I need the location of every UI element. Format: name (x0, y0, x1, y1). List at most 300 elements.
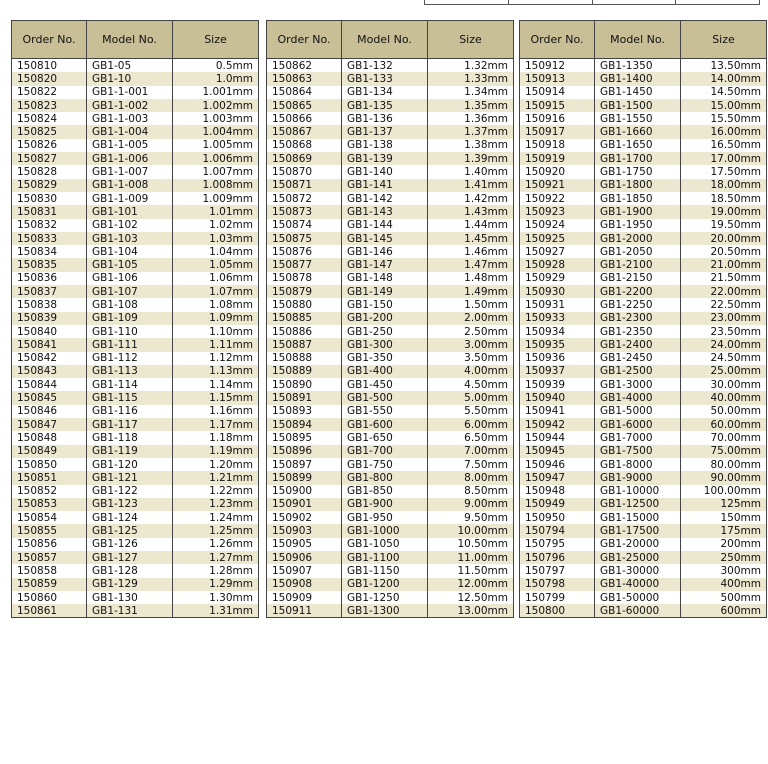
order-no-cell: 150936 (520, 352, 595, 365)
size-cell: 1.006mm (173, 152, 259, 165)
size-cell: 1.36mm (428, 112, 514, 125)
table-row (520, 59, 767, 73)
table-row (267, 325, 514, 338)
order-no-cell: 150907 (267, 564, 342, 577)
table-row (267, 72, 514, 85)
size-cell: 1.22mm (173, 485, 259, 498)
order-no-cell: 150798 (520, 578, 595, 591)
model-no-cell: GB1-2400 (595, 338, 681, 351)
model-no-cell: GB1-4000 (595, 391, 681, 404)
model-no-cell: GB1-1-009 (87, 192, 173, 205)
order-no-cell: 150919 (520, 152, 595, 165)
table-row (267, 378, 514, 391)
order-no-cell: 150837 (12, 285, 87, 298)
order-no-cell: 150864 (267, 86, 342, 99)
size-cell: 1.35mm (428, 99, 514, 112)
size-cell: 18.00mm (681, 179, 767, 192)
table-row (520, 485, 767, 498)
size-cell: 11.50mm (428, 564, 514, 577)
model-no-cell: GB1-750 (342, 458, 428, 471)
table-row (267, 312, 514, 325)
order-no-cell: 150908 (267, 578, 342, 591)
model-no-cell: GB1-115 (87, 391, 173, 404)
model-no-cell: GB1-1-007 (87, 165, 173, 178)
size-cell: 1.004mm (173, 125, 259, 138)
catalog-table-2 (266, 20, 514, 618)
model-no-cell: GB1-110 (87, 325, 173, 338)
size-cell: 17.50mm (681, 165, 767, 178)
order-no-cell: 150874 (267, 219, 342, 232)
model-no-cell: GB1-128 (87, 564, 173, 577)
model-no-cell: GB1-116 (87, 405, 173, 418)
table-row (267, 112, 514, 125)
model-no-cell: GB1-111 (87, 338, 173, 351)
table-row (267, 445, 514, 458)
table-row (12, 272, 259, 285)
order-no-cell: 150944 (520, 431, 595, 444)
table-row (520, 338, 767, 351)
table-body (267, 59, 514, 618)
model-no-cell: GB1-127 (87, 551, 173, 564)
size-cell: 125mm (681, 498, 767, 511)
order-no-cell: 150897 (267, 458, 342, 471)
size-cell: 150mm (681, 511, 767, 524)
model-no-cell: GB1-105 (87, 258, 173, 271)
table-row (267, 431, 514, 444)
table-row (520, 112, 767, 125)
size-cell: 1.009mm (173, 192, 259, 205)
order-no-cell: 150854 (12, 511, 87, 524)
table-row (12, 538, 259, 551)
model-no-cell: GB1-108 (87, 298, 173, 311)
size-cell: 1.41mm (428, 179, 514, 192)
size-cell: 1.50mm (428, 298, 514, 311)
model-no-cell: GB1-8000 (595, 458, 681, 471)
model-no-cell: GB1-107 (87, 285, 173, 298)
table-row (520, 72, 767, 85)
table-row (267, 152, 514, 165)
size-cell: 1.44mm (428, 219, 514, 232)
order-no-cell: 150900 (267, 485, 342, 498)
model-no-cell: GB1-3000 (595, 378, 681, 391)
size-cell: 11.00mm (428, 551, 514, 564)
order-no-cell: 150859 (12, 578, 87, 591)
order-no-cell: 150855 (12, 524, 87, 537)
model-no-cell: GB1-134 (342, 86, 428, 99)
table-row (520, 219, 767, 232)
table-row (520, 205, 767, 218)
order-no-cell: 150794 (520, 524, 595, 537)
table-row (12, 604, 259, 618)
table-row (12, 564, 259, 577)
size-cell: 1.39mm (428, 152, 514, 165)
size-cell: 80.00mm (681, 458, 767, 471)
column-header-order-no: Order No. (267, 21, 342, 59)
size-cell: 1.47mm (428, 258, 514, 271)
model-no-cell: GB1-113 (87, 365, 173, 378)
model-no-cell: GB1-1300 (342, 604, 428, 618)
table-row (520, 498, 767, 511)
table-row (520, 125, 767, 138)
table-row (520, 272, 767, 285)
table-row (267, 272, 514, 285)
model-no-cell: GB1-1750 (595, 165, 681, 178)
order-no-cell: 150921 (520, 179, 595, 192)
size-cell: 23.50mm (681, 325, 767, 338)
table-row (267, 352, 514, 365)
model-no-cell: GB1-9000 (595, 471, 681, 484)
table-row (267, 604, 514, 618)
order-no-cell: 150950 (520, 511, 595, 524)
table-body (12, 59, 259, 618)
size-cell: 1.25mm (173, 524, 259, 537)
model-no-cell: GB1-5000 (595, 405, 681, 418)
table-row (520, 165, 767, 178)
table-body (520, 59, 767, 618)
model-no-cell: GB1-200 (342, 312, 428, 325)
order-no-cell: 150877 (267, 258, 342, 271)
model-no-cell: GB1-125 (87, 524, 173, 537)
model-no-cell: GB1-135 (342, 99, 428, 112)
table-row (12, 405, 259, 418)
model-no-cell: GB1-400 (342, 365, 428, 378)
model-no-cell: GB1-137 (342, 125, 428, 138)
order-no-cell: 150905 (267, 538, 342, 551)
model-no-cell: GB1-126 (87, 538, 173, 551)
table-row (267, 405, 514, 418)
size-cell: 1.23mm (173, 498, 259, 511)
order-no-cell: 150857 (12, 551, 87, 564)
model-no-cell: GB1-2150 (595, 272, 681, 285)
model-no-cell: GB1-120 (87, 458, 173, 471)
model-no-cell: GB1-1850 (595, 192, 681, 205)
order-no-cell: 150920 (520, 165, 595, 178)
size-cell: 5.50mm (428, 405, 514, 418)
model-no-cell: GB1-150 (342, 298, 428, 311)
order-no-cell: 150901 (267, 498, 342, 511)
order-no-cell: 150796 (520, 551, 595, 564)
order-no-cell: 150861 (12, 604, 87, 618)
model-no-cell: GB1-800 (342, 471, 428, 484)
size-cell: 1.007mm (173, 165, 259, 178)
size-cell: 20.00mm (681, 232, 767, 245)
table-row (12, 498, 259, 511)
size-cell: 7.00mm (428, 445, 514, 458)
model-no-cell: GB1-130 (87, 591, 173, 604)
model-no-cell: GB1-140 (342, 165, 428, 178)
model-no-cell: GB1-145 (342, 232, 428, 245)
model-no-cell: GB1-600 (342, 418, 428, 431)
model-no-cell: GB1-05 (87, 59, 173, 73)
size-cell: 6.50mm (428, 431, 514, 444)
model-no-cell: GB1-1-005 (87, 139, 173, 152)
column-header-size: Size (173, 21, 259, 59)
table-row (267, 551, 514, 564)
header-box-decoration (424, 0, 760, 5)
model-no-cell: GB1-1000 (342, 524, 428, 537)
model-no-cell: GB1-147 (342, 258, 428, 271)
size-cell: 1.04mm (173, 245, 259, 258)
size-cell: 10.00mm (428, 524, 514, 537)
table-row (520, 325, 767, 338)
model-no-cell: GB1-143 (342, 205, 428, 218)
order-no-cell: 150924 (520, 219, 595, 232)
table-row (12, 165, 259, 178)
model-no-cell: GB1-650 (342, 431, 428, 444)
order-no-cell: 150800 (520, 604, 595, 618)
model-no-cell: GB1-1550 (595, 112, 681, 125)
model-no-cell: GB1-109 (87, 312, 173, 325)
order-no-cell: 150832 (12, 219, 87, 232)
model-no-cell: GB1-138 (342, 139, 428, 152)
table-row (12, 578, 259, 591)
size-cell: 1.30mm (173, 591, 259, 604)
order-no-cell: 150879 (267, 285, 342, 298)
size-cell: 16.00mm (681, 125, 767, 138)
model-no-cell: GB1-1-003 (87, 112, 173, 125)
table-row (12, 338, 259, 351)
size-cell: 70.00mm (681, 431, 767, 444)
size-cell: 100.00mm (681, 485, 767, 498)
model-no-cell: GB1-10 (87, 72, 173, 85)
order-no-cell: 150912 (520, 59, 595, 73)
model-no-cell: GB1-1200 (342, 578, 428, 591)
table-row (520, 458, 767, 471)
model-no-cell: GB1-300 (342, 338, 428, 351)
model-no-cell: GB1-950 (342, 511, 428, 524)
order-no-cell: 150940 (520, 391, 595, 404)
table-row (267, 125, 514, 138)
order-no-cell: 150833 (12, 232, 87, 245)
model-no-cell: GB1-146 (342, 245, 428, 258)
model-no-cell: GB1-250 (342, 325, 428, 338)
size-cell: 7.50mm (428, 458, 514, 471)
order-no-cell: 150915 (520, 99, 595, 112)
size-cell: 175mm (681, 524, 767, 537)
size-cell: 500mm (681, 591, 767, 604)
table-row (520, 312, 767, 325)
size-cell: 15.00mm (681, 99, 767, 112)
table-header (12, 21, 259, 59)
size-cell: 10.50mm (428, 538, 514, 551)
order-no-cell: 150931 (520, 298, 595, 311)
order-no-cell: 150841 (12, 338, 87, 351)
size-cell: 1.24mm (173, 511, 259, 524)
model-no-cell: GB1-118 (87, 431, 173, 444)
table-row (12, 99, 259, 112)
table-row (267, 99, 514, 112)
table-row (12, 391, 259, 404)
model-no-cell: GB1-112 (87, 352, 173, 365)
size-cell: 14.50mm (681, 86, 767, 99)
model-no-cell: GB1-6000 (595, 418, 681, 431)
order-no-cell: 150849 (12, 445, 87, 458)
size-cell: 1.29mm (173, 578, 259, 591)
order-no-cell: 150826 (12, 139, 87, 152)
size-cell: 19.00mm (681, 205, 767, 218)
model-no-cell: GB1-1-004 (87, 125, 173, 138)
size-cell: 1.02mm (173, 219, 259, 232)
table-row (267, 192, 514, 205)
table-row (520, 524, 767, 537)
model-no-cell: GB1-121 (87, 471, 173, 484)
size-cell: 1.11mm (173, 338, 259, 351)
table-row (12, 152, 259, 165)
size-cell: 9.00mm (428, 498, 514, 511)
model-no-cell: GB1-1350 (595, 59, 681, 73)
model-no-cell: GB1-1700 (595, 152, 681, 165)
order-no-cell: 150925 (520, 232, 595, 245)
model-no-cell: GB1-2250 (595, 298, 681, 311)
table-row (12, 285, 259, 298)
order-no-cell: 150880 (267, 298, 342, 311)
model-no-cell: GB1-40000 (595, 578, 681, 591)
model-no-cell: GB1-104 (87, 245, 173, 258)
model-no-cell: GB1-2050 (595, 245, 681, 258)
order-no-cell: 150899 (267, 471, 342, 484)
table-row (520, 511, 767, 524)
model-no-cell: GB1-1500 (595, 99, 681, 112)
order-no-cell: 150824 (12, 112, 87, 125)
table-row (12, 298, 259, 311)
model-no-cell: GB1-25000 (595, 551, 681, 564)
order-no-cell: 150918 (520, 139, 595, 152)
size-cell: 1.05mm (173, 258, 259, 271)
order-no-cell: 150917 (520, 125, 595, 138)
table-row (520, 378, 767, 391)
order-no-cell: 150893 (267, 405, 342, 418)
catalog-table-1 (11, 20, 259, 618)
size-cell: 250mm (681, 551, 767, 564)
table-row (520, 551, 767, 564)
order-no-cell: 150889 (267, 365, 342, 378)
model-no-cell: GB1-133 (342, 72, 428, 85)
model-no-cell: GB1-142 (342, 192, 428, 205)
table-row (12, 258, 259, 271)
table-row (267, 298, 514, 311)
table-row (12, 365, 259, 378)
size-cell: 1.27mm (173, 551, 259, 564)
model-no-cell: GB1-1100 (342, 551, 428, 564)
size-cell: 22.00mm (681, 285, 767, 298)
order-no-cell: 150935 (520, 338, 595, 351)
model-no-cell: GB1-149 (342, 285, 428, 298)
size-cell: 1.28mm (173, 564, 259, 577)
size-cell: 1.13mm (173, 365, 259, 378)
table-row (12, 524, 259, 537)
table-row (12, 72, 259, 85)
model-no-cell: GB1-132 (342, 59, 428, 73)
table-row (267, 232, 514, 245)
order-no-cell: 150872 (267, 192, 342, 205)
table-row (12, 59, 259, 73)
table-row (520, 604, 767, 618)
size-cell: 1.003mm (173, 112, 259, 125)
model-no-cell: GB1-900 (342, 498, 428, 511)
table-row (267, 391, 514, 404)
model-no-cell: GB1-2500 (595, 365, 681, 378)
size-cell: 30.00mm (681, 378, 767, 391)
order-no-cell: 150946 (520, 458, 595, 471)
model-no-cell: GB1-850 (342, 485, 428, 498)
column-header-size: Size (681, 21, 767, 59)
order-no-cell: 150939 (520, 378, 595, 391)
model-no-cell: GB1-50000 (595, 591, 681, 604)
order-no-cell: 150863 (267, 72, 342, 85)
model-no-cell: GB1-102 (87, 219, 173, 232)
size-cell: 1.48mm (428, 272, 514, 285)
size-cell: 200mm (681, 538, 767, 551)
size-cell: 1.33mm (428, 72, 514, 85)
size-cell: 17.00mm (681, 152, 767, 165)
size-cell: 1.14mm (173, 378, 259, 391)
size-cell: 0.5mm (173, 59, 259, 73)
order-no-cell: 150856 (12, 538, 87, 551)
order-no-cell: 150928 (520, 258, 595, 271)
size-cell: 1.001mm (173, 86, 259, 99)
order-no-cell: 150829 (12, 179, 87, 192)
column-header-model-no: Model No. (342, 21, 428, 59)
order-no-cell: 150850 (12, 458, 87, 471)
order-no-cell: 150860 (12, 591, 87, 604)
size-cell: 1.26mm (173, 538, 259, 551)
model-no-cell: GB1-2000 (595, 232, 681, 245)
order-no-cell: 150949 (520, 498, 595, 511)
table-row (520, 298, 767, 311)
model-no-cell: GB1-10000 (595, 485, 681, 498)
size-cell: 1.34mm (428, 86, 514, 99)
size-cell: 4.50mm (428, 378, 514, 391)
model-no-cell: GB1-144 (342, 219, 428, 232)
table-row (12, 205, 259, 218)
table-row (267, 245, 514, 258)
order-no-cell: 150858 (12, 564, 87, 577)
order-no-cell: 150916 (520, 112, 595, 125)
size-cell: 9.50mm (428, 511, 514, 524)
order-no-cell: 150853 (12, 498, 87, 511)
table-row (520, 391, 767, 404)
table-row (12, 551, 259, 564)
order-no-cell: 150836 (12, 272, 87, 285)
order-no-cell: 150948 (520, 485, 595, 498)
size-cell: 21.00mm (681, 258, 767, 271)
size-cell: 1.06mm (173, 272, 259, 285)
model-no-cell: GB1-148 (342, 272, 428, 285)
table-row (12, 511, 259, 524)
order-no-cell: 150866 (267, 112, 342, 125)
size-cell: 5.00mm (428, 391, 514, 404)
table-row (520, 431, 767, 444)
size-cell: 1.38mm (428, 139, 514, 152)
size-cell: 22.50mm (681, 298, 767, 311)
model-no-cell: GB1-30000 (595, 564, 681, 577)
table-row (267, 471, 514, 484)
model-no-cell: GB1-129 (87, 578, 173, 591)
table-row (520, 139, 767, 152)
table-row (520, 538, 767, 551)
size-cell: 21.50mm (681, 272, 767, 285)
model-no-cell: GB1-1-002 (87, 99, 173, 112)
column-header-model-no: Model No. (87, 21, 173, 59)
size-cell: 3.50mm (428, 352, 514, 365)
order-no-cell: 150927 (520, 245, 595, 258)
table-row (12, 245, 259, 258)
table-row (520, 179, 767, 192)
size-cell: 14.00mm (681, 72, 767, 85)
model-no-cell: GB1-114 (87, 378, 173, 391)
model-no-cell: GB1-106 (87, 272, 173, 285)
table-row (12, 232, 259, 245)
